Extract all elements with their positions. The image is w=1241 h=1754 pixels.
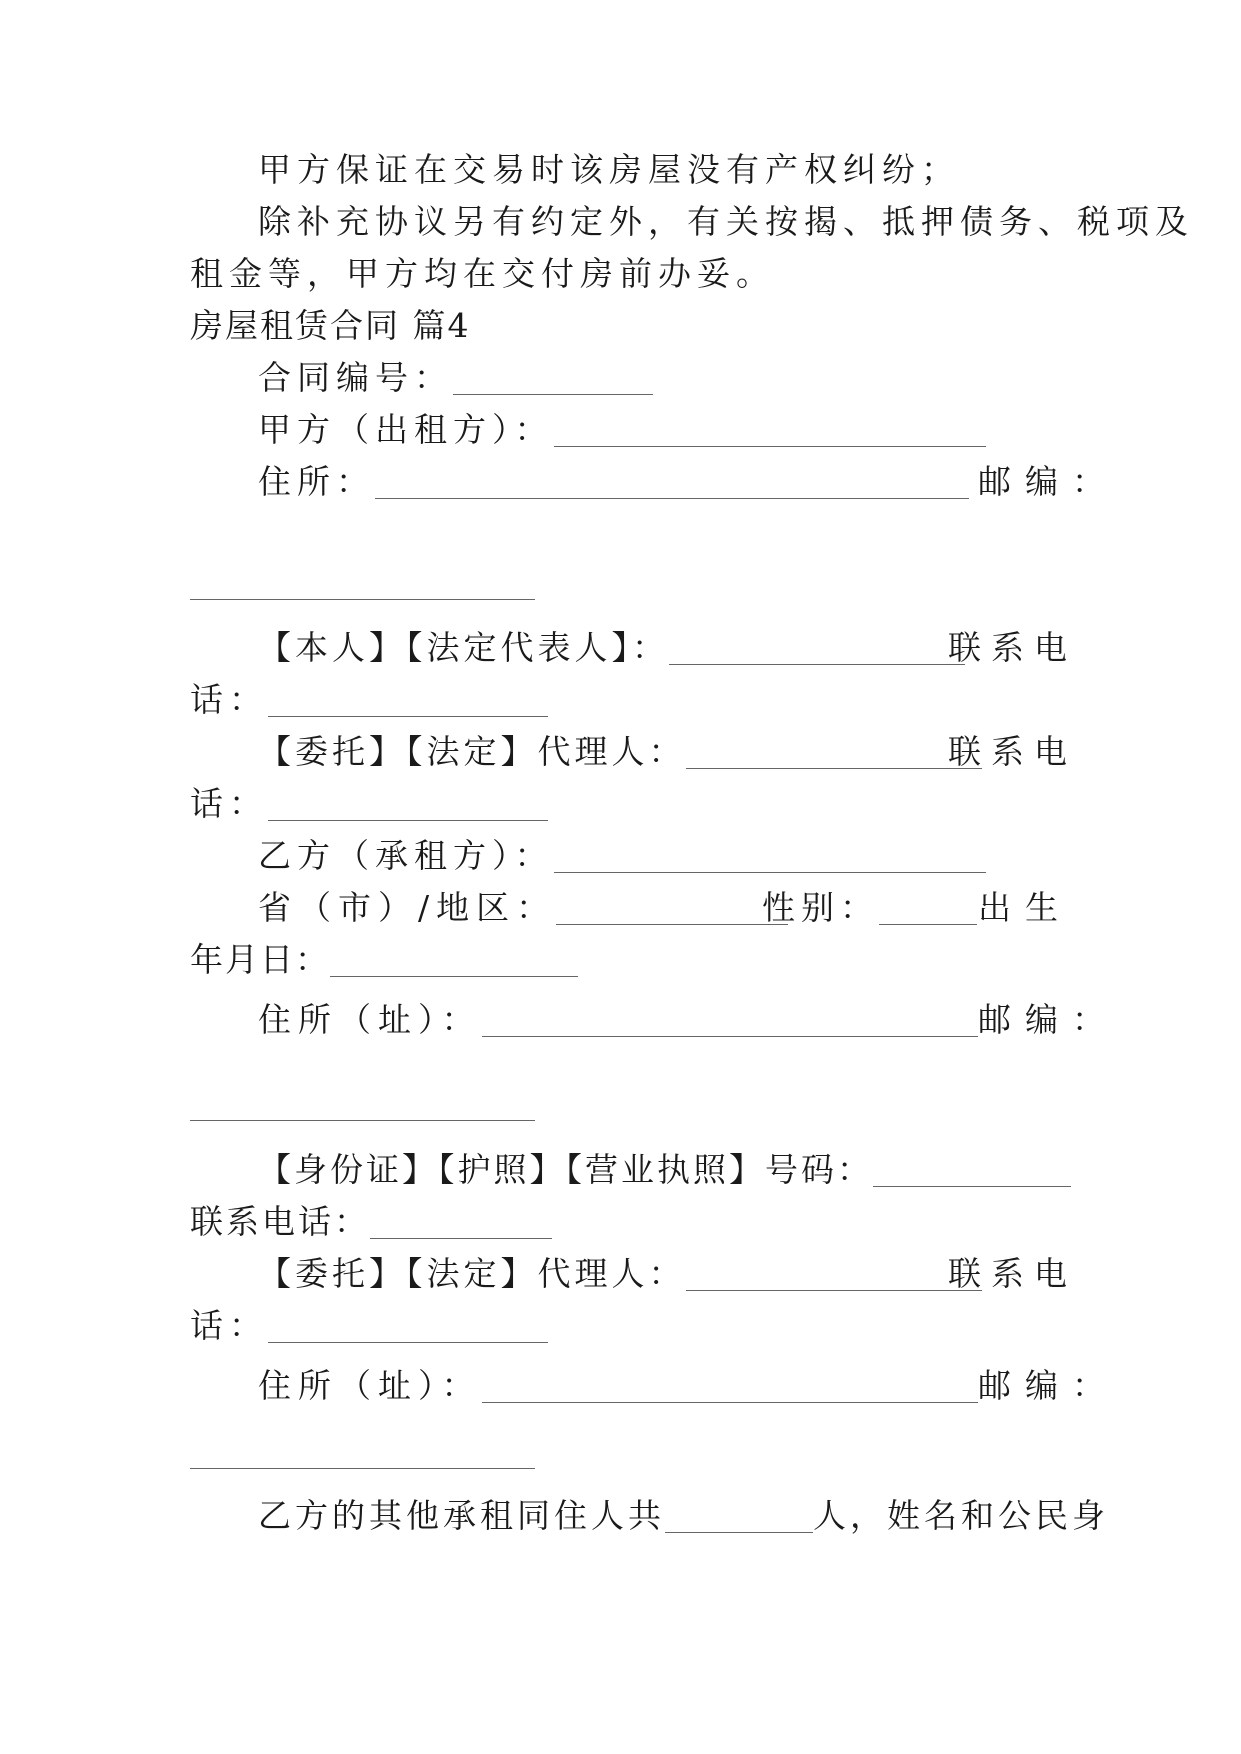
field-label-party-a: 甲方（出租方）：	[258, 410, 986, 450]
field-label-phone-cont: 话：	[190, 680, 548, 720]
blank-postcode[interactable]	[190, 599, 535, 600]
field-label-phone-cont: 话：	[190, 1306, 548, 1346]
field-label-id-number: 【身份证】【护照】【营业执照】号码：	[258, 1150, 1071, 1190]
blank-address-c[interactable]	[482, 1374, 978, 1403]
paragraph-line: 甲方保证在交易时该房屋没有产权纠纷；	[258, 150, 960, 189]
field-label-region: 省（市）/地区：	[258, 888, 788, 928]
blank-id-number[interactable]	[873, 1158, 1071, 1187]
blank-contact-phone[interactable]	[370, 1210, 552, 1239]
section-heading: 房屋租赁合同 篇4	[190, 306, 471, 345]
field-label-postcode: 邮编：	[978, 462, 1119, 501]
blank-agent[interactable]	[686, 740, 982, 769]
blank-phone[interactable]	[268, 792, 548, 821]
blank-representative[interactable]	[669, 636, 965, 665]
paragraph-line: 除补充协议另有约定外，有关按揭、抵押债务、税项及	[258, 202, 1194, 241]
field-label-gender: 性别：	[762, 888, 977, 928]
blank-party-a[interactable]	[554, 418, 986, 447]
blank-postcode-b[interactable]	[190, 1120, 535, 1121]
blank-contract-no[interactable]	[453, 366, 653, 395]
blank-cotenant-count[interactable]	[665, 1504, 813, 1533]
field-label-postcode: 邮编：	[978, 1366, 1119, 1405]
field-label-agent: 【委托】【法定】代理人：	[258, 732, 982, 772]
field-label-address: 住所：	[258, 462, 969, 502]
paragraph-line: 乙方的其他承租同住人共 人，姓名和公民身	[258, 1496, 1109, 1535]
field-label-representative: 【本人】【法定代表人】：	[258, 628, 965, 668]
field-label-address-b: 住所（址）：	[258, 1000, 978, 1040]
blank-postcode-c[interactable]	[190, 1468, 535, 1469]
blank-phone[interactable]	[268, 688, 548, 717]
field-label-phone-cont: 话：	[190, 784, 548, 824]
field-label-phone: 联系电	[948, 1254, 1077, 1293]
blank-region[interactable]	[556, 896, 788, 925]
blank-party-b[interactable]	[554, 844, 986, 873]
blank-phone-b[interactable]	[268, 1314, 548, 1343]
field-label-birth-cont: 年月日：	[190, 940, 578, 980]
field-label-address-c: 住所（址）：	[258, 1366, 978, 1406]
paragraph-line: 租金等，甲方均在交付房前办妥。	[190, 254, 775, 293]
field-label-party-b: 乙方（承租方）：	[258, 836, 986, 876]
field-label-phone: 联系电	[948, 628, 1077, 667]
field-label-contact-phone: 联系电话：	[190, 1202, 552, 1242]
blank-gender[interactable]	[879, 896, 977, 925]
blank-address-b[interactable]	[482, 1008, 978, 1037]
field-label-agent-b: 【委托】【法定】代理人：	[258, 1254, 982, 1294]
field-label-birth: 出生	[978, 888, 1072, 927]
field-label-contract-no: 合同编号：	[258, 358, 653, 398]
blank-agent-b[interactable]	[686, 1262, 982, 1291]
blank-address[interactable]	[375, 470, 969, 499]
field-label-phone: 联系电	[948, 732, 1077, 771]
field-label-postcode: 邮编：	[978, 1000, 1119, 1039]
blank-birthdate[interactable]	[330, 948, 578, 977]
